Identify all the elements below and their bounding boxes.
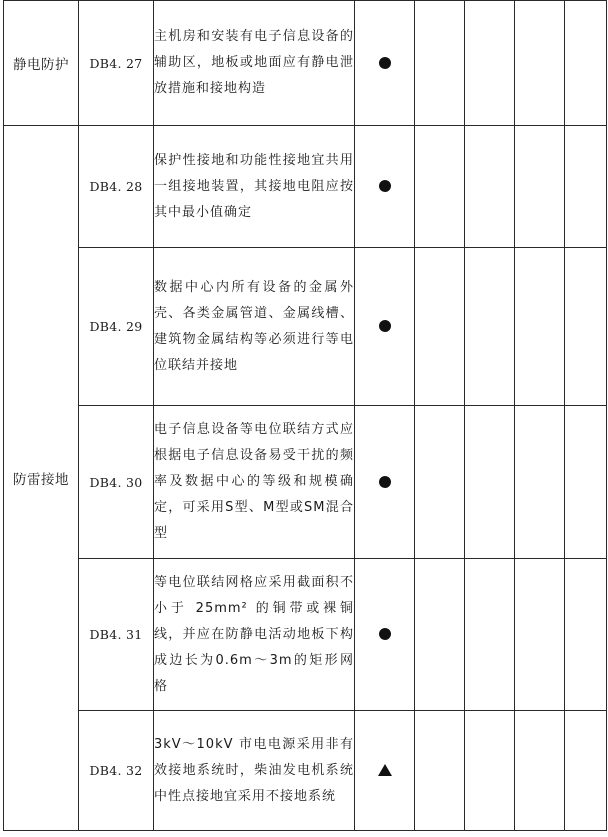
mark-cell bbox=[355, 1, 415, 126]
empty-cell bbox=[465, 1, 515, 126]
empty-cell bbox=[465, 248, 515, 406]
empty-cell bbox=[465, 711, 515, 831]
item-description: 电子信息设备等电位联结方式应根据电子信息设备易受干扰的频率及数据中心的等级和规模确定，可采用S型、M型或SM混合型 bbox=[154, 406, 355, 559]
table-row bbox=[4, 248, 607, 406]
filled-triangle-icon bbox=[378, 764, 392, 776]
mark-cell bbox=[355, 248, 415, 406]
category-cell: 防雷接地 bbox=[4, 126, 79, 831]
mark-cell bbox=[355, 126, 415, 248]
item-description: 主机房和安装有电子信息设备的辅助区，地板或地面应有静电泄放措施和接地构造 bbox=[154, 1, 355, 126]
filled-circle-icon bbox=[379, 180, 391, 192]
item-description: 等电位联结网格应采用截面积不小于 25mm² 的铜带或裸铜线，并应在防静电活动地板下构成边长为0.6m～3m的矩形网格 bbox=[154, 559, 355, 711]
empty-cell bbox=[565, 711, 607, 831]
table-row bbox=[4, 126, 607, 248]
table-row bbox=[4, 1, 607, 126]
empty-cell bbox=[415, 406, 465, 559]
table-row bbox=[4, 711, 607, 831]
filled-circle-icon bbox=[379, 320, 391, 332]
filled-circle-icon bbox=[379, 57, 391, 69]
empty-cell bbox=[565, 559, 607, 711]
empty-cell bbox=[565, 406, 607, 559]
empty-cell bbox=[565, 1, 607, 126]
item-code: DB4. 28 bbox=[79, 126, 154, 248]
item-code: DB4. 32 bbox=[79, 711, 154, 831]
item-description: 3kV～10kV 市电电源采用非有效接地系统时，柴油发电机系统中性点接地宜采用不接地系统 bbox=[154, 711, 355, 831]
empty-cell bbox=[515, 711, 565, 831]
empty-cell bbox=[515, 559, 565, 711]
empty-cell bbox=[415, 559, 465, 711]
item-code: DB4. 31 bbox=[79, 559, 154, 711]
item-code: DB4. 30 bbox=[79, 406, 154, 559]
item-code: DB4. 29 bbox=[79, 248, 154, 406]
empty-cell bbox=[515, 406, 565, 559]
item-description: 保护性接地和功能性接地宜共用一组接地装置，其接地电阻应按其中最小值确定 bbox=[154, 126, 355, 248]
empty-cell bbox=[415, 248, 465, 406]
empty-cell bbox=[465, 126, 515, 248]
empty-cell bbox=[515, 248, 565, 406]
empty-cell bbox=[465, 559, 515, 711]
empty-cell bbox=[565, 248, 607, 406]
table-row bbox=[4, 559, 607, 711]
item-description: 数据中心内所有设备的金属外壳、各类金属管道、金属线槽、建筑物金属结构等必须进行等电位联结并接地 bbox=[154, 248, 355, 406]
category-cell: 静电防护 bbox=[4, 1, 79, 126]
mark-cell bbox=[355, 559, 415, 711]
empty-cell bbox=[415, 1, 465, 126]
empty-cell bbox=[465, 406, 515, 559]
spec-table bbox=[3, 0, 607, 831]
table-row bbox=[4, 406, 607, 559]
empty-cell bbox=[515, 1, 565, 126]
empty-cell bbox=[515, 126, 565, 248]
filled-circle-icon bbox=[379, 476, 391, 488]
mark-cell bbox=[355, 406, 415, 559]
item-code: DB4. 27 bbox=[79, 1, 154, 126]
mark-cell bbox=[355, 711, 415, 831]
empty-cell bbox=[415, 711, 465, 831]
empty-cell bbox=[415, 126, 465, 248]
empty-cell bbox=[565, 126, 607, 248]
filled-circle-icon bbox=[379, 628, 391, 640]
